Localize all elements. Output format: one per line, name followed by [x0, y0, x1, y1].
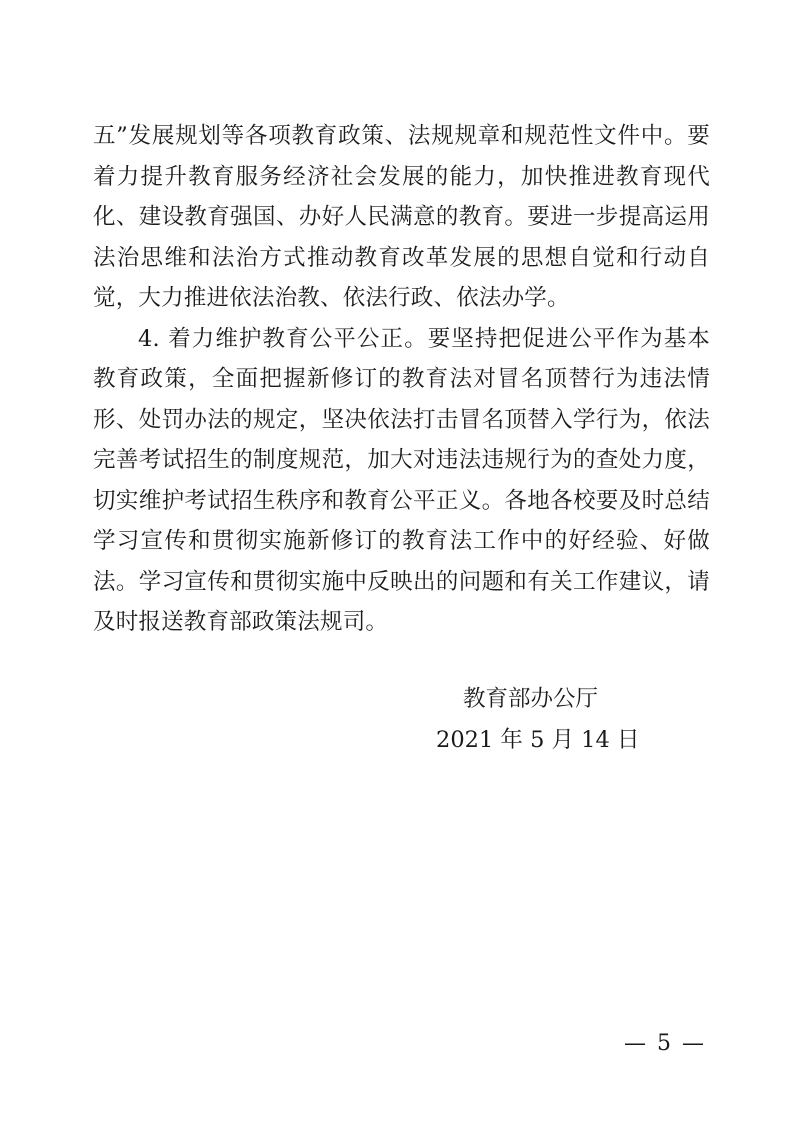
paragraph-item-4: 4. 着力维护教育公平公正。要坚持把促进公平作为基本教育政策，全面把握新修订的教育法对冒名顶替行为违法情形、处罚办法的规定，坚决依法打击冒名顶替入学行为，依法完善考试招生的制度规范，加大对违法违规行为的查处力度，切实维护考试招生秩序和教育公平正义。各地各校要及时总结学习宣传和贯彻实施新修订的教育法工作中的好经验、好做法。学习宣传和贯彻实施中反映出的问题和有关工作建议，请及时报送教育部政策法规司。	[93, 325, 710, 635]
issue-date: 2021 年 5 月 14 日	[436, 727, 640, 753]
page-number: — 5 —	[624, 1031, 706, 1056]
issuer-signature: 教育部办公厅	[463, 686, 599, 712]
document-body	[93, 116, 710, 643]
paragraph-continuation: 五”发展规划等各项教育政策、法规规章和规范性文件中。要着力提升教育服务经济社会发展的能力，加快推进教育现代化、建设教育强国、办好人民满意的教育。要进一步提高运用法治思维和法治方式推动教育改革发展的思想自觉和行动自觉，大力推进依法治教、依法行政、依法办学。	[93, 123, 710, 311]
